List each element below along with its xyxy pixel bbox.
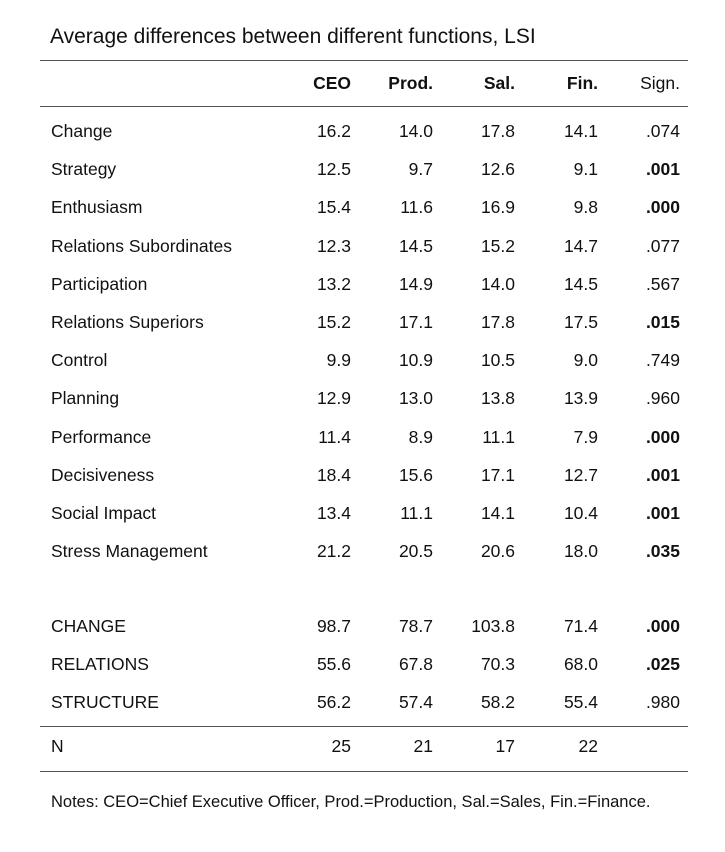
row-label: Planning — [51, 388, 120, 408]
cell-prod: 20.5 — [398, 541, 433, 561]
row-label: Participation — [51, 274, 148, 294]
cell-sal: 11.1 — [482, 427, 515, 447]
cell-fin: 12.7 — [563, 465, 598, 485]
cell-sal: 14.1 — [480, 503, 515, 523]
cell-prod: 17.1 — [398, 312, 433, 332]
cell-sign: .960 — [645, 388, 680, 408]
column-header-prod: Prod. — [388, 73, 433, 93]
cell-sign: .000 — [645, 616, 680, 636]
cell-fin: 10.4 — [563, 503, 598, 523]
cell-sign: .077 — [645, 236, 680, 256]
cell-sign: .980 — [645, 692, 680, 712]
cell-sal: 16.9 — [480, 197, 515, 217]
cell-fin: 14.1 — [563, 121, 598, 141]
row-label: Social Impact — [51, 503, 157, 523]
row-label: Strategy — [51, 159, 117, 179]
cell-sign: .567 — [645, 274, 680, 294]
cell-ceo: 21.2 — [316, 541, 351, 561]
cell-ceo: 13.4 — [316, 503, 351, 523]
cell-sal: 103.8 — [471, 616, 515, 636]
cell-prod: 9.7 — [408, 159, 433, 179]
cell-ceo: 9.9 — [326, 350, 351, 370]
cell-fin: 9.0 — [573, 350, 598, 370]
cell-fin: 17.5 — [563, 312, 598, 332]
cell-sal: 17.8 — [480, 312, 515, 332]
column-header-fin: Fin. — [566, 73, 598, 93]
row-label: Relations Subordinates — [51, 236, 232, 256]
cell-fin: 7.9 — [573, 427, 598, 447]
n-row-label: N — [51, 736, 64, 756]
cell-prod: 8.9 — [408, 427, 433, 447]
cell-prod: 67.8 — [398, 654, 433, 674]
cell-prod: 11.1 — [400, 503, 433, 523]
row-label: Stress Management — [51, 541, 208, 561]
row-label: STRUCTURE — [51, 692, 159, 712]
cell-sal: 70.3 — [480, 654, 515, 674]
cell-fin: 14.7 — [563, 236, 598, 256]
row-label: Enthusiasm — [51, 197, 143, 217]
cell-ceo: 12.3 — [316, 236, 351, 256]
cell-ceo: 11.4 — [318, 427, 351, 447]
cell-sal: 14.0 — [480, 274, 515, 294]
cell-sal: 17.8 — [480, 121, 515, 141]
cell-prod: 10.9 — [398, 350, 433, 370]
n-fin: 22 — [578, 736, 598, 756]
cell-fin: 55.4 — [563, 692, 598, 712]
n-ceo: 25 — [331, 736, 351, 756]
cell-sign: .074 — [645, 121, 680, 141]
cell-sign: .001 — [645, 503, 680, 523]
cell-fin: 71.4 — [563, 616, 598, 636]
cell-sal: 13.8 — [480, 388, 515, 408]
cell-fin: 18.0 — [563, 541, 598, 561]
cell-ceo: 12.5 — [316, 159, 351, 179]
cell-prod: 11.6 — [400, 197, 433, 217]
row-label: Change — [51, 121, 113, 141]
cell-prod: 57.4 — [398, 692, 433, 712]
header-rule — [40, 106, 688, 107]
cell-sign: .015 — [645, 312, 680, 332]
cell-prod: 13.0 — [398, 388, 433, 408]
row-label: Performance — [51, 427, 152, 447]
cell-fin: 9.1 — [573, 159, 598, 179]
cell-ceo: 56.2 — [316, 692, 351, 712]
cell-sign: .025 — [645, 654, 680, 674]
cell-ceo: 18.4 — [316, 465, 351, 485]
cell-prod: 14.9 — [398, 274, 433, 294]
cell-sal: 10.5 — [480, 350, 515, 370]
cell-ceo: 15.4 — [316, 197, 351, 217]
cell-sal: 58.2 — [480, 692, 515, 712]
cell-sign: .035 — [645, 541, 680, 561]
cell-ceo: 16.2 — [316, 121, 351, 141]
cell-fin: 68.0 — [563, 654, 598, 674]
cell-sign: .000 — [645, 197, 680, 217]
n-prod: 21 — [413, 736, 433, 756]
row-label: CHANGE — [51, 616, 126, 636]
cell-sign: .001 — [645, 465, 680, 485]
cell-ceo: 98.7 — [316, 616, 351, 636]
summary-rule — [40, 726, 688, 727]
cell-prod: 15.6 — [398, 465, 433, 485]
row-label: Relations Superiors — [51, 312, 204, 332]
cell-prod: 14.5 — [398, 236, 433, 256]
n-sal: 17 — [495, 736, 515, 756]
top-rule — [40, 60, 688, 61]
cell-sal: 17.1 — [480, 465, 515, 485]
cell-prod: 78.7 — [398, 616, 433, 636]
row-label: RELATIONS — [51, 654, 149, 674]
cell-prod: 14.0 — [398, 121, 433, 141]
column-header-ceo: CEO — [313, 73, 351, 93]
table-notes: Notes: CEO=Chief Executive Officer, Prod.=Production, Sal.=Sales, Fin.=Finance. — [51, 793, 651, 811]
cell-ceo: 12.9 — [316, 388, 351, 408]
cell-ceo: 13.2 — [316, 274, 351, 294]
cell-fin: 13.9 — [563, 388, 598, 408]
row-label: Control — [51, 350, 108, 370]
column-header-sal: Sal. — [483, 73, 515, 93]
cell-fin: 14.5 — [563, 274, 598, 294]
cell-fin: 9.8 — [573, 197, 598, 217]
bottom-rule — [40, 771, 688, 772]
cell-ceo: 55.6 — [316, 654, 351, 674]
row-label: Decisiveness — [51, 465, 155, 485]
cell-sign: .000 — [645, 427, 680, 447]
column-header-sign: Sign. — [640, 73, 680, 93]
cell-sal: 15.2 — [480, 236, 515, 256]
table-title: Average differences between different functions, LSI — [50, 25, 536, 48]
cell-sign: .001 — [645, 159, 680, 179]
cell-sign: .749 — [645, 350, 680, 370]
cell-ceo: 15.2 — [316, 312, 351, 332]
cell-sal: 12.6 — [480, 159, 515, 179]
cell-sal: 20.6 — [480, 541, 515, 561]
